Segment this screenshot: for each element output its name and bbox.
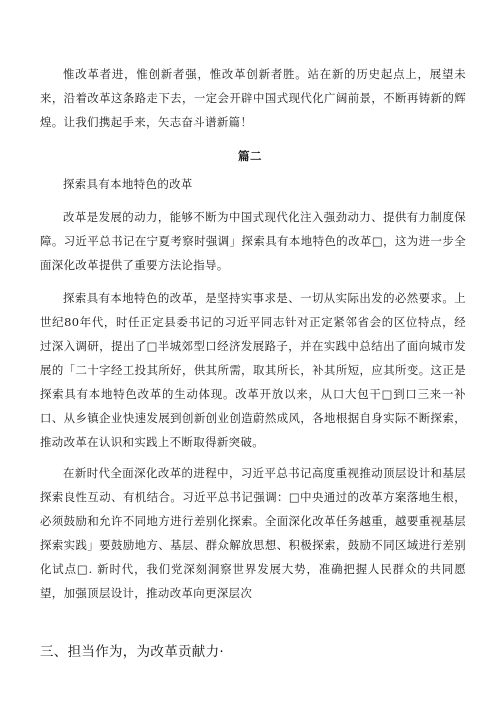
intro-paragraph: 惟改革者进，惟创新者强，惟改革创新者胜。站在新的历史起点上，展望未来，沿着改革这条路走下去，一定会开辟中国式现代化广阔前景，不断再铸新的辉煌。让我们携起手来，矢志奋斗谱新篇！	[40, 67, 466, 129]
body-paragraph-3: 在新时代全面深化改革的进程中，习近平总书记高度重视推动顶层设计和基层探索良性互动、有机结合。习近平总书记强调：□中央通过的改革方案落地生根，必须鼓励和允许不同地方进行差别化探索。全面深化改革任务越重，越要重视基层探索实践」要鼓励地方、基层、群众解放思想、积极探索，鼓励不同区域进行差别化试点□. 新时代，我们党深刻洞察世界发展大势，准确把握人民群众的共同愿望，加强顶层设计，推动改革向更深层次	[40, 466, 466, 600]
section-heading: 三、担当作为，为改革贡献力·	[40, 644, 224, 660]
section-title: 篇二	[238, 149, 262, 163]
body-paragraph-1: 改革是发展的动力，能够不断为中国式现代化注入强劲动力、提供有力制度保障。习近平总书记在宁夏考察时强调」探索具有本地特色的改革□，这为进一步全面深化改革提供了重要方法论指导。	[40, 210, 466, 272]
body-paragraph-2: 探索具有本地特色的改革，是坚持实事求是、一切从实际出发的必然要求。上世纪80年代，时任正定县委书记的习近平同志针对正定紧邻省会的区位特点，经过深入调研，提出了□半城郊型口经济发展路子，并在实践中总结出了面向城市发展的「二十字经工投其所好，供其所需，取其所长，补其所短，应其所变。这正是探索具有本地特色改革的生动体现。改革开放以来，从口大包干□到口三来一补口、从乡镇企业快速发展到创新创业创造蔚然成风，各地根据自身实际不断探索，推动改革在认识和实践上不断取得新突破。	[40, 291, 466, 449]
article-subtitle: 探索具有本地特色的改革	[63, 177, 193, 191]
